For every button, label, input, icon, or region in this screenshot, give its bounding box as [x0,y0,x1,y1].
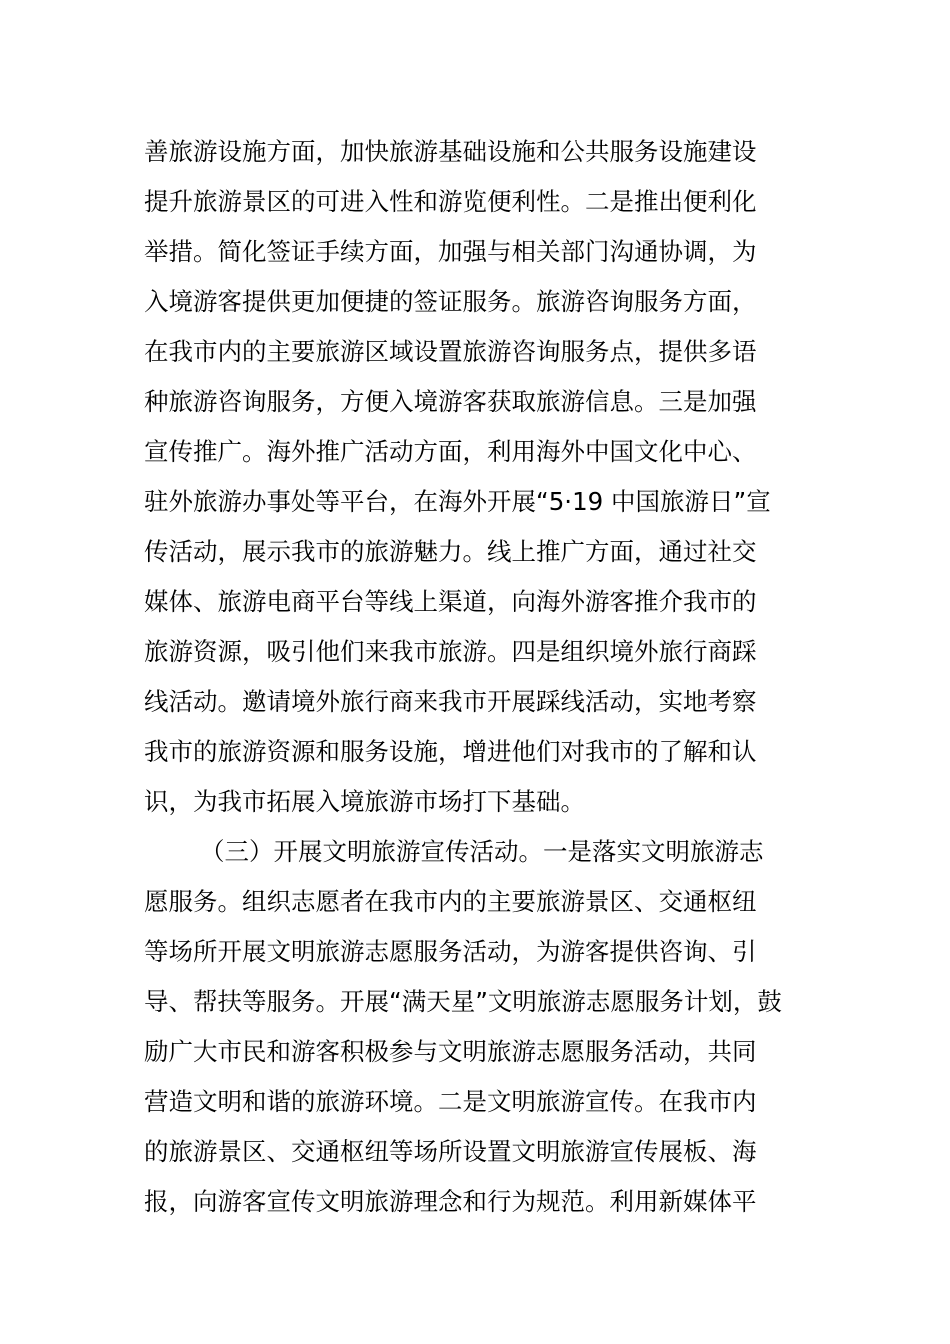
text-line: 入境游客提供更加便捷的签证服务。旅游咨询服务方面， [144,287,757,316]
text-line: 营造文明和谐的旅游环境。二是文明旅游宣传。在我市内 [144,1087,757,1116]
text-line: 导、帮扶等服务。开展“满天星”文明旅游志愿服务计划，鼓 [144,987,782,1016]
text-line: 举措。简化签证手续方面，加强与相关部门沟通协调，为 [144,237,757,266]
text-line: 识，为我市拓展入境旅游市场打下基础。 [144,787,585,816]
text-line: 传活动，展示我市的旅游魅力。线上推广方面，通过社交 [144,537,757,566]
text-line: 在我市内的主要旅游区域设置旅游咨询服务点，提供多语 [144,337,757,366]
text-line: 提升旅游景区的可进入性和游览便利性。二是推出便利化 [144,187,757,216]
text-line: 驻外旅游办事处等平台，在海外开展“5·19 中国旅游日”宣 [144,487,771,516]
text-line: 宣传推广。海外推广活动方面，利用海外中国文化中心、 [144,437,757,466]
text-line: 媒体、旅游电商平台等线上渠道，向海外游客推介我市的 [144,587,757,616]
body-text [144,127,814,1227]
text-line: 旅游资源，吸引他们来我市旅游。四是组织境外旅行商踩 [144,637,757,666]
text-line: 线活动。邀请境外旅行商来我市开展踩线活动，实地考察 [144,687,757,716]
text-line: 我市的旅游资源和服务设施，增进他们对我市的了解和认 [144,737,757,766]
text-line: 愿服务。组织志愿者在我市内的主要旅游景区、交通枢纽 [144,887,757,916]
text-line: 善旅游设施方面，加快旅游基础设施和公共服务设施建设 [144,137,757,166]
text-line: 报，向游客宣传文明旅游理念和行为规范。利用新媒体平 [144,1187,757,1216]
section-heading-line: （三）开展文明旅游宣传活动。一是落实文明旅游志 [200,837,764,866]
text-line: 等场所开展文明旅游志愿服务活动，为游客提供咨询、引 [144,937,757,966]
text-line: 励广大市民和游客积极参与文明旅游志愿服务活动，共同 [144,1037,757,1066]
text-line: 的旅游景区、交通枢纽等场所设置文明旅游宣传展板、海 [144,1137,757,1166]
text-line: 种旅游咨询服务，方便入境游客获取旅游信息。三是加强 [144,387,757,416]
